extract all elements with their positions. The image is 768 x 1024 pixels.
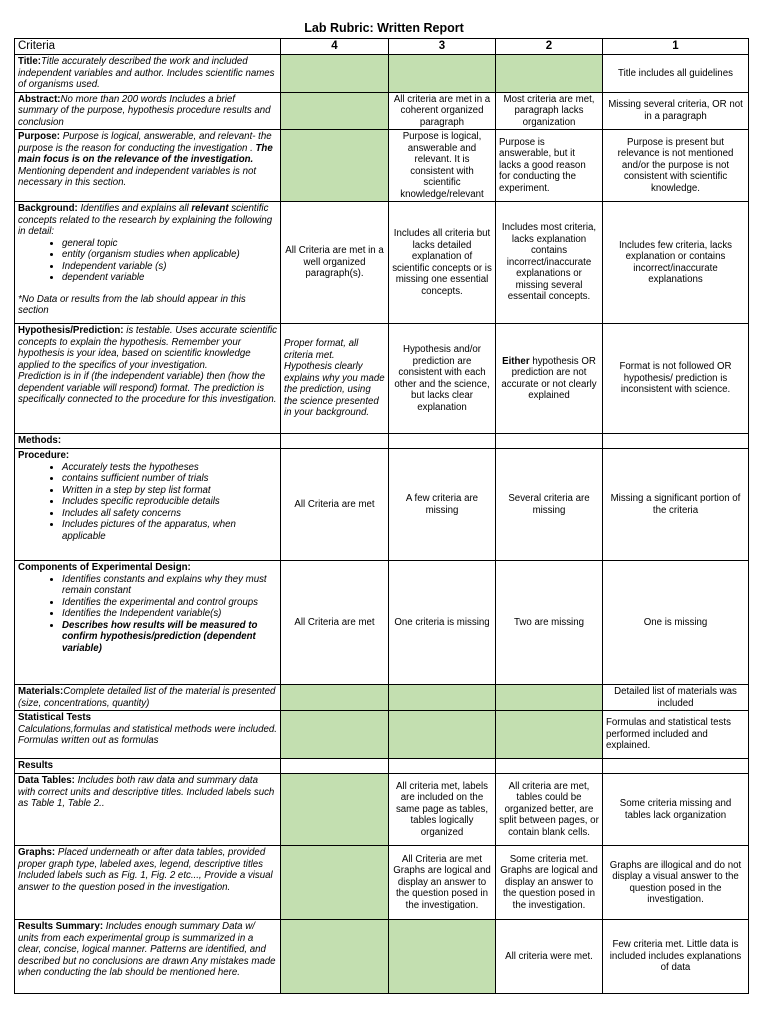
list-item: • Identifies the Independent variable(s) — [62, 608, 277, 620]
abstract-score-2: Most criteria are met, paragraph lacks organization — [496, 92, 603, 130]
methods-score-4 — [281, 434, 389, 449]
abstract-score-4 — [281, 92, 389, 130]
purpose-score-4 — [281, 130, 389, 202]
components-score-1: One is missing — [603, 561, 749, 685]
methods-score-2 — [496, 434, 603, 449]
methods-score-3 — [389, 434, 496, 449]
background-score-3: Includes all criteria but lacks detailed explanation of scientific concepts or is missing one essential concepts. — [389, 202, 496, 324]
row-description-emphasis: The main focus is on the relevance of the investigation. — [18, 142, 273, 165]
row-description: Title accurately described the work and included independent variables and author. Includes scientific names of organisms used. — [18, 56, 275, 90]
row-description: Complete detailed list of the material is presented (size, concentrations, quantity) — [18, 686, 276, 709]
list-item: • entity (organism studies when applicable) — [62, 249, 277, 261]
graphs-score-2: Some criteria met. Graphs are logical and display an answer to the question posed in the investigation. — [496, 846, 603, 920]
abstract-score-1: Missing several criteria, OR not in a paragraph — [603, 92, 749, 130]
title-score-3 — [389, 55, 496, 93]
materials-score-2 — [496, 685, 603, 711]
list-item: • Includes specific reproducible details — [62, 496, 277, 508]
summary-score-2: All criteria were met. — [496, 920, 603, 994]
components-criteria — [15, 561, 281, 685]
graphs-row — [15, 846, 749, 920]
summary-row — [15, 920, 749, 994]
score-text: hypothesis OR prediction are not accurate or not clearly explained — [501, 355, 597, 401]
list-item: • Identifies the experimental and control groups — [62, 597, 277, 609]
materials-row — [15, 685, 749, 711]
row-description: is testable. Uses accurate scientific concepts to explain the hypothesis. Remember your hypothesis is your idea, based on scientific knowledge applied to the specifics of your investigation. — [18, 325, 277, 371]
row-label: Hypothesis/Prediction: — [18, 325, 124, 336]
stats-score-3 — [389, 711, 496, 759]
hypothesis-score-2 — [496, 324, 603, 434]
row-description: Calculations,formulas and statistical methods were included. Formulas written out as formulas — [18, 723, 277, 746]
stats-criteria — [15, 711, 281, 759]
row-description-2: Prediction is in if (the independent variable) then (how the dependent variable will respond) format. The prediction is specifically connected to the procedure for this investigation. — [18, 371, 277, 405]
row-label: Abstract: — [18, 93, 61, 105]
header-row — [15, 39, 749, 55]
title-score-1: Title includes all guidelines — [603, 55, 749, 93]
hypothesis-criteria — [15, 324, 281, 434]
page-title: Lab Rubric: Written Report — [304, 21, 464, 35]
graphs-score-1: Graphs are illogical and do not display a visual answer to the question posed in the investigation. — [603, 846, 749, 920]
summary-score-3 — [389, 920, 496, 994]
background-score-2: Includes most criteria, lacks explanation contains incorrect/inaccurate explanations or missing several essentail concepts. — [496, 202, 603, 324]
procedure-bullet-list — [18, 462, 277, 543]
background-note: *No Data or results from the lab should appear in this section — [18, 293, 246, 316]
score-1-header: 1 — [603, 39, 749, 55]
results-score-1 — [603, 759, 749, 774]
results-score-4 — [281, 759, 389, 774]
procedure-score-2: Several criteria are missing — [496, 449, 603, 561]
datatables-score-2: All criteria are met, tables could be organized better, are split between pages, or contain blank cells. — [496, 774, 603, 846]
procedure-criteria — [15, 449, 281, 561]
list-item: • dependent variable — [62, 272, 277, 284]
row-label: Purpose: — [18, 131, 60, 142]
row-description: Includes enough summary Data w/ units from each experimental group is summarized in a clear, concise, logical manner. Patterns are identified, and described but no conclusions are drawn Any mistakes made when conducting the lab should be mentioned here. — [18, 921, 276, 978]
list-item: • Includes all safety concerns — [62, 508, 277, 520]
row-description: Identifies and explains all — [80, 203, 189, 214]
row-description: Includes both raw data and summary data with correct units and descriptive titles. Included labels such as Table 1, Table 2.. — [18, 775, 275, 809]
datatables-row — [15, 774, 749, 846]
background-bullet-list — [18, 238, 277, 284]
summary-score-1: Few criteria met. Little data is included includes explanations of data — [603, 920, 749, 994]
list-item: • general topic — [62, 238, 277, 250]
materials-score-4 — [281, 685, 389, 711]
purpose-score-3: Purpose is logical, answerable and relevant. It is consistent with scientific knowledge/relevant — [389, 130, 496, 202]
abstract-score-3: All criteria are met in a coherent organized paragraph — [389, 92, 496, 130]
list-item: • Accurately tests the hypotheses — [62, 462, 277, 474]
results-score-2 — [496, 759, 603, 774]
row-description: Placed underneath or after data tables, provided proper graph type, labeled axes, legend, descriptive titles Included labels such as Fig. 1, Fig. 2 etc..., Provide a visual answer to the question posed in the investigation. — [18, 847, 273, 893]
background-row — [15, 202, 749, 324]
components-score-4: All Criteria are met — [281, 561, 389, 685]
procedure-row — [15, 449, 749, 561]
abstract-row — [15, 92, 749, 130]
graphs-score-3: All Criteria are met Graphs are logical and display an answer to the question posed in the investigation. — [389, 846, 496, 920]
row-description: No more than 200 words Includes a brief summary of the purpose, hypothesis procedure results and conclusion — [18, 93, 271, 128]
score-3-header: 3 — [389, 39, 496, 55]
graphs-criteria — [15, 846, 281, 920]
methods-score-1 — [603, 434, 749, 449]
hypothesis-score-4: Proper format, all criteria met. Hypothesis clearly explains why you made the prediction, using the science presented in your background. — [281, 324, 389, 434]
row-label: Statistical Tests — [18, 712, 92, 723]
title-score-2 — [496, 55, 603, 93]
datatables-score-3: All criteria met, labels are included on the same page as tables, tables logically organized — [389, 774, 496, 846]
list-item: • Includes pictures of the apparatus, when applicable — [62, 519, 277, 542]
procedure-score-3: A few criteria are missing — [389, 449, 496, 561]
row-description-end: scientific concepts related to the research by explaining the following in detail: — [18, 203, 273, 237]
background-score-4: All Criteria are met in a well organized paragraph(s). — [281, 202, 389, 324]
datatables-score-4 — [281, 774, 389, 846]
row-label: Results — [18, 760, 53, 771]
components-row — [15, 561, 749, 685]
background-score-1: Includes few criteria, lacks explanation or contains incorrect/inaccurate explanations — [603, 202, 749, 324]
list-item: • Identifies constants and explains why they must remain constant — [62, 574, 277, 597]
abstract-criteria — [15, 92, 281, 130]
title-criteria — [15, 55, 281, 93]
list-item: • Independent variable (s) — [62, 261, 277, 273]
procedure-score-4: All Criteria are met — [281, 449, 389, 561]
background-criteria — [15, 202, 281, 324]
purpose-row — [15, 130, 749, 202]
materials-score-3 — [389, 685, 496, 711]
row-description-emphasis: relevant — [191, 203, 229, 214]
components-score-2: Two are missing — [496, 561, 603, 685]
stats-score-1: Formulas and statistical tests performed included and explained. — [603, 711, 749, 759]
title-row — [15, 55, 749, 93]
criteria-header: Criteria — [15, 39, 281, 55]
stats-score-2 — [496, 711, 603, 759]
row-label: Components of Experimental Design: — [18, 562, 191, 573]
rubric-table — [14, 38, 749, 994]
list-item: • Written in a step by step list format — [62, 485, 277, 497]
row-description-end: Mentioning dependent and independent variables is not necessary in this section. — [18, 165, 257, 188]
score-2-header: 2 — [496, 39, 603, 55]
procedure-score-1: Missing a significant portion of the criteria — [603, 449, 749, 561]
graphs-score-4 — [281, 846, 389, 920]
stats-row — [15, 711, 749, 759]
materials-criteria — [15, 685, 281, 711]
results-criteria — [15, 759, 281, 774]
summary-score-4 — [281, 920, 389, 994]
hypothesis-score-1: Format is not followed OR hypothesis/ prediction is inconsistent with science. — [603, 324, 749, 434]
summary-criteria — [15, 920, 281, 994]
purpose-score-2: Purpose is answerable, but it lacks a good reason for conducting the experiment. — [496, 130, 603, 202]
purpose-score-1: Purpose is present but relevance is not mentioned and/or the purpose is not consistent with scientific knowledge. — [603, 130, 749, 202]
components-score-3: One criteria is missing — [389, 561, 496, 685]
components-bullet-list — [18, 574, 277, 655]
row-label: Materials: — [18, 686, 64, 697]
results-row — [15, 759, 749, 774]
hypothesis-row — [15, 324, 749, 434]
emphasis-text: Either — [502, 355, 530, 367]
title-score-4 — [281, 55, 389, 93]
row-label: Results Summary: — [18, 921, 104, 932]
score-4-header: 4 — [281, 39, 389, 55]
row-label: Procedure: — [18, 450, 70, 461]
datatables-score-1: Some criteria missing and tables lack organization — [603, 774, 749, 846]
row-label: Title: — [18, 56, 41, 67]
materials-score-1: Detailed list of materials was included — [603, 685, 749, 711]
row-label: Graphs: — [18, 847, 56, 858]
methods-row — [15, 434, 749, 449]
list-item: • Describes how results will be measured to confirm hypothesis/prediction (dependent variable) — [62, 620, 277, 655]
row-label: Background: — [18, 203, 78, 214]
datatables-criteria — [15, 774, 281, 846]
row-label: Data Tables: — [18, 775, 75, 786]
row-label: Methods: — [18, 435, 62, 446]
row-description: Purpose is logical, answerable, and relevant- the purpose is the reason for conducting the investigation . — [18, 131, 272, 154]
stats-score-4 — [281, 711, 389, 759]
results-score-3 — [389, 759, 496, 774]
hypothesis-score-3: Hypothesis and/or prediction are consistent with each other and the science, but lacks clear explanation — [389, 324, 496, 434]
methods-criteria — [15, 434, 281, 449]
list-item: • contains sufficient number of trials — [62, 473, 277, 485]
purpose-criteria — [15, 130, 281, 202]
